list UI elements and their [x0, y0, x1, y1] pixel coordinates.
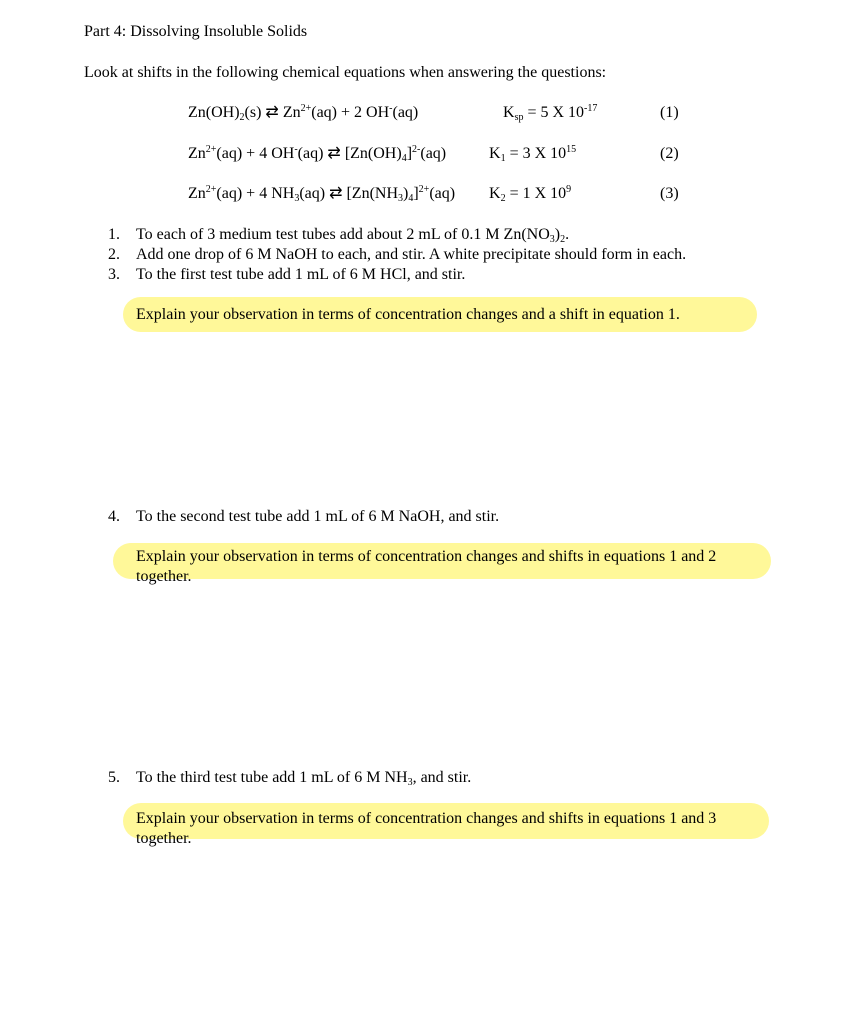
step-number: 5.: [108, 769, 120, 786]
equation-2: $Zn^{2+}(aq) + 4$ OH-(aq) ⇄ $[Zn(OH)_4]^{2-}(aq)$: [188, 144, 447, 164]
step-text: To each of 3 medium test tubes add about 2 mL of 0.1 M $Zn(NO_3)_2$.: [136, 226, 570, 245]
equation-label-3: (3): [660, 185, 679, 202]
step-number: 1.: [108, 226, 120, 243]
step-text: To the third test tube add 1 mL of 6 M $NH_3$, and stir.: [136, 769, 472, 788]
equation-3: $Zn^{2+}(aq) + 4$ $NH_3(aq)$ ⇄ $[Zn(NH_3)_4]^{2+}(aq)$: [188, 184, 456, 204]
prompt-1: Explain your observation in terms of concentration changes and a shift in equation 1.: [136, 306, 680, 323]
step-text: To the second test tube add 1 mL of 6 M NaOH, and stir.: [136, 508, 500, 525]
equilibrium-constant-2: $K_1 = 3$ X $10^{15}$: [489, 144, 577, 164]
prompt-2: Explain your observation in terms of concentration changes and shifts in equations 1 and 2 together.: [136, 548, 717, 585]
equilibrium-constant-3: $K_2 = 1$ X $10^9$: [489, 184, 572, 204]
intro-text: Look at shifts in the following chemical equations when answering the questions:: [84, 64, 607, 81]
equation-label-2: (2): [660, 145, 679, 162]
prompt-3: Explain your observation in terms of concentration changes and shifts in equations 1 and 3 together.: [136, 810, 717, 847]
equilibrium-constant-1: $K_{sp} = 5$ X $10^{-17}$: [503, 103, 598, 123]
step-number: 2.: [108, 246, 120, 263]
equation-1: $Zn(OH)_2(s)$ ⇄ $Zn^{2+}(aq) + 2$ OH-(aq): [188, 103, 419, 123]
step-number: 3.: [108, 266, 120, 283]
step-text: Add one drop of 6 M NaOH to each, and stir. A white precipitate should form in each.: [136, 246, 687, 263]
step-number: 4.: [108, 508, 120, 525]
equation-label-1: (1): [660, 104, 679, 121]
part-title: Part 4: Dissolving Insoluble Solids: [84, 23, 308, 40]
step-text: To the first test tube add 1 mL of 6 M HCl, and stir.: [136, 266, 466, 283]
